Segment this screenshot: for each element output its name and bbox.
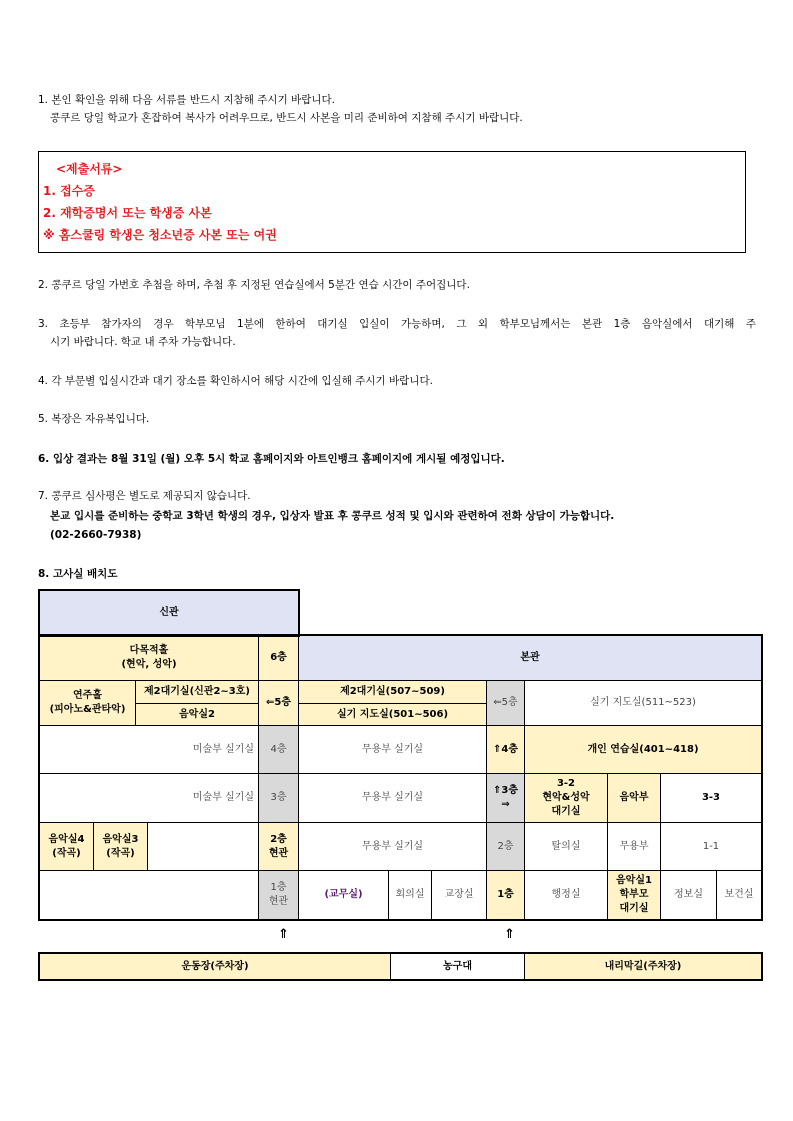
waiting-room-2-new: 제2대기실(신관2~3호) xyxy=(135,680,259,704)
notice-4: 4. 각 부문별 입실시간과 대기 장소를 확인하시어 해당 시간에 입실해 주시기 바랍니다. xyxy=(38,375,433,387)
principal-office: 교장실 xyxy=(431,870,487,920)
notice-7-line-3: (02-2660-7938) xyxy=(50,529,142,541)
documents-title: <제출서류> xyxy=(56,162,123,176)
arrow-5f-left: ⇐5층 xyxy=(258,680,299,726)
floor-6-label: 6층 xyxy=(258,635,299,681)
basketball-court: 농구대 xyxy=(390,953,525,980)
up-4f-label: ⇑4층 xyxy=(486,725,525,774)
notice-7-line-1: 7. 콩쿠르 심사평은 별도로 제공되지 않습니다. xyxy=(38,490,251,502)
notice-6: 6. 입상 결과는 8월 31일 (월) 오후 5시 학교 홈페이지와 아트인뱅크 홈페이지에 게시될 예정입니다. xyxy=(38,453,505,465)
notice-1-line-1: 1. 본인 확인을 위해 다음 서류를 반드시 지참해 주시기 바랍니다. xyxy=(38,94,335,106)
info-room: 정보실 xyxy=(660,870,717,920)
floor-1-label: 1층 xyxy=(486,870,525,920)
music-room-1: 음악실1 학부모 대기실 xyxy=(607,870,661,920)
health-room: 보건실 xyxy=(716,870,762,920)
up-3f-label: ⇑3층 ⇒ xyxy=(486,773,525,823)
art-studio-4f: 미술부 실기실 xyxy=(39,725,259,774)
empty-cell-2f xyxy=(147,822,259,871)
practice-guidance-511: 실기 지도실(511~523) xyxy=(524,680,762,726)
waiting-room-2-main: 제2대기실(507~509) xyxy=(298,680,487,704)
room-3-3: 3-3 xyxy=(660,773,762,823)
music-room-4: 음악실4 (작곡) xyxy=(39,822,94,871)
floor-2-label: 2층 xyxy=(486,822,525,871)
meeting-room: 회의실 xyxy=(388,870,432,920)
playground-parking: 운동장(주차장) xyxy=(39,953,391,980)
documents-item-2: 2. 재학증명서 또는 학생증 사본 xyxy=(43,206,212,220)
room-1-1: 1-1 xyxy=(660,822,762,871)
downhill-parking: 내리막길(주차장) xyxy=(524,953,762,980)
empty-cell-1f xyxy=(39,870,259,920)
floor-1-entrance: 1층 현관 xyxy=(258,870,299,920)
main-building-header: 본관 xyxy=(298,635,762,681)
floor-2-entrance: 2층 현관 xyxy=(258,822,299,871)
concert-hall: 연주홀 (피아노&관타악) xyxy=(39,680,136,726)
changing-room: 탈의실 xyxy=(524,822,608,871)
notice-2: 2. 콩쿠르 당일 가번호 추첨을 하며, 추첨 후 지정된 연습실에서 5분간 연습 시간이 주어집니다. xyxy=(38,279,470,291)
new-building-header: 신관 xyxy=(39,590,299,636)
entrance-arrow-left: ⇑ xyxy=(278,927,289,942)
practice-rooms-401: 개인 연습실(401~418) xyxy=(524,725,762,774)
notice-1-line-2: 콩쿠르 당일 학교가 혼잡하여 복사가 어려우므로, 반드시 사본을 미리 준비하여 지참해 주시기 바랍니다. xyxy=(50,112,523,124)
notice-3-line-1: 3. 초등부 참가자의 경우 학부모님 1분에 한하여 대기실 입실이 가능하며, 그 외 학부모님께서는 본관 1층 음악실에서 대기해 주 xyxy=(38,318,756,330)
floor-4-label: 4층 xyxy=(258,725,299,774)
notice-8: 8. 고사실 배치도 xyxy=(38,568,118,580)
waiting-room-3-2: 3-2 현악&성악 대기실 xyxy=(524,773,608,823)
teachers-office: (교무실) xyxy=(298,870,389,920)
notice-3-line-2: 시기 바랍니다. 학교 내 주차 가능합니다. xyxy=(50,336,236,348)
documents-box xyxy=(38,151,746,253)
documents-item-3: ※ 홈스쿨링 학생은 청소년증 사본 또는 여권 xyxy=(43,228,277,242)
art-studio-3f: 미술부 실기실 xyxy=(39,773,259,823)
notice-7-line-2: 본교 입시를 준비하는 중학교 3학년 학생의 경우, 입상자 발표 후 콩쿠르 성적 및 입시와 관련하여 전화 상담이 가능합니다. xyxy=(50,510,615,522)
dance-studio-3f: 무용부 실기실 xyxy=(298,773,487,823)
dance-studio-4f: 무용부 실기실 xyxy=(298,725,487,774)
notice-5: 5. 복장은 자유복입니다. xyxy=(38,413,150,425)
multipurpose-hall: 다목적홀 (현악, 성악) xyxy=(39,635,259,681)
documents-item-1: 1. 접수증 xyxy=(43,184,95,198)
arrow-5f-right: ⇐5층 xyxy=(486,680,525,726)
entrance-arrow-right: ⇑ xyxy=(504,927,515,942)
music-room-2: 음악실2 xyxy=(135,703,259,726)
dance-studio-2f: 무용부 실기실 xyxy=(298,822,487,871)
music-dept-room: 음악부 xyxy=(607,773,661,823)
music-room-3: 음악실3 (작곡) xyxy=(93,822,148,871)
practice-guidance-501: 실기 지도실(501~506) xyxy=(298,703,487,726)
dance-dept-room: 무용부 xyxy=(607,822,661,871)
floor-3-label: 3층 xyxy=(258,773,299,823)
admin-office: 행정실 xyxy=(524,870,608,920)
